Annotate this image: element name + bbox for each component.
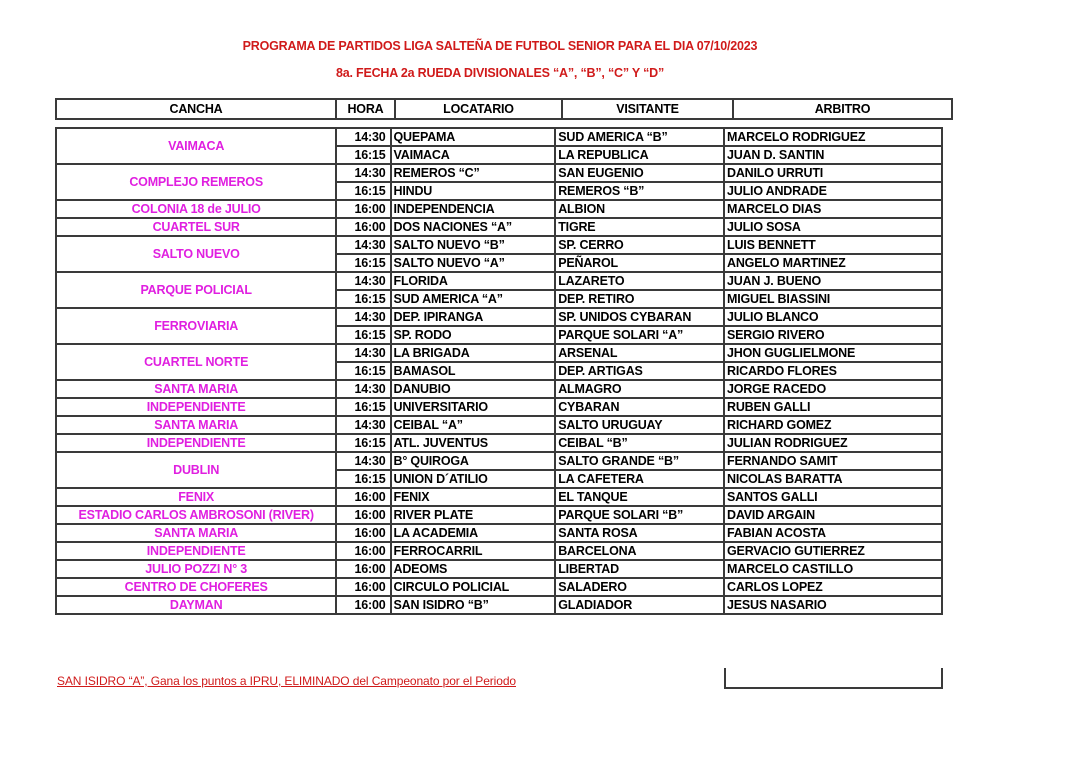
time-cell: 16:15 xyxy=(336,362,390,380)
time-cell: 16:00 xyxy=(336,596,390,614)
time-cell: 16:15 xyxy=(336,146,390,164)
referee-cell: JULIO BLANCO xyxy=(724,308,942,326)
away-team-cell: EL TANQUE xyxy=(555,488,724,506)
referee-cell: MARCELO CASTILLO xyxy=(724,560,942,578)
time-cell: 14:30 xyxy=(336,164,390,182)
time-cell: 14:30 xyxy=(336,272,390,290)
home-team-cell: DOS NACIONES “A” xyxy=(391,218,556,236)
venue-cell: SANTA MARIA xyxy=(56,380,336,398)
table-header xyxy=(55,98,953,120)
away-team-cell: TIGRE xyxy=(555,218,724,236)
home-team-cell: REMEROS “C” xyxy=(391,164,556,182)
home-team-cell: LA BRIGADA xyxy=(391,344,556,362)
referee-cell: RUBEN GALLI xyxy=(724,398,942,416)
table-row xyxy=(56,164,942,182)
away-team-cell: ARSENAL xyxy=(555,344,724,362)
table-row xyxy=(56,452,942,470)
referee-cell: MARCELO RODRIGUEZ xyxy=(724,128,942,146)
away-team-cell: SANTA ROSA xyxy=(555,524,724,542)
home-team-cell: SALTO NUEVO “A” xyxy=(391,254,556,272)
time-cell: 16:00 xyxy=(336,218,390,236)
away-team-cell: BARCELONA xyxy=(555,542,724,560)
home-team-cell: FLORIDA xyxy=(391,272,556,290)
referee-cell: NICOLAS BARATTA xyxy=(724,470,942,488)
away-team-cell: SALADERO xyxy=(555,578,724,596)
time-cell: 14:30 xyxy=(336,452,390,470)
table-row xyxy=(56,380,942,398)
document-subtitle: 8a. FECHA 2a RUEDA DIVISIONALES “A”, “B”, “C” Y “D” xyxy=(335,66,665,80)
venue-cell: INDEPENDIENTE xyxy=(56,542,336,560)
referee-cell: JULIAN RODRIGUEZ xyxy=(724,434,942,452)
away-team-cell: SUD AMERICA “B” xyxy=(555,128,724,146)
home-team-cell: INDEPENDENCIA xyxy=(391,200,556,218)
time-cell: 14:30 xyxy=(336,308,390,326)
document-title: PROGRAMA DE PARTIDOS LIGA SALTEÑA DE FUTBOL SENIOR PARA EL DIA 07/10/2023 xyxy=(242,39,758,53)
home-team-cell: ADEOMS xyxy=(391,560,556,578)
home-team-cell: CIRCULO POLICIAL xyxy=(391,578,556,596)
venue-cell: PARQUE POLICIAL xyxy=(56,272,336,308)
table-row xyxy=(56,506,942,524)
referee-cell: JULIO ANDRADE xyxy=(724,182,942,200)
col-cancha: CANCHA xyxy=(56,99,336,119)
away-team-cell: ALBION xyxy=(555,200,724,218)
referee-cell: JUAN J. BUENO xyxy=(724,272,942,290)
time-cell: 16:15 xyxy=(336,326,390,344)
venue-cell: FERROVIARIA xyxy=(56,308,336,344)
venue-cell: DUBLIN xyxy=(56,452,336,488)
referee-cell: LUIS BENNETT xyxy=(724,236,942,254)
home-team-cell: LA ACADEMIA xyxy=(391,524,556,542)
table-row xyxy=(56,218,942,236)
away-team-cell: SALTO URUGUAY xyxy=(555,416,724,434)
time-cell: 16:00 xyxy=(336,488,390,506)
time-cell: 16:15 xyxy=(336,254,390,272)
away-team-cell: SAN EUGENIO xyxy=(555,164,724,182)
table-row xyxy=(56,308,942,326)
table-row xyxy=(56,344,942,362)
referee-cell: SANTOS GALLI xyxy=(724,488,942,506)
away-team-cell: DEP. RETIRO xyxy=(555,290,724,308)
venue-cell: COMPLEJO REMEROS xyxy=(56,164,336,200)
referee-cell: FERNANDO SAMIT xyxy=(724,452,942,470)
table-row xyxy=(56,596,942,614)
time-cell: 16:15 xyxy=(336,182,390,200)
time-cell: 16:00 xyxy=(336,506,390,524)
time-cell: 16:15 xyxy=(336,434,390,452)
table-row xyxy=(56,524,942,542)
venue-cell: SANTA MARIA xyxy=(56,416,336,434)
away-team-cell: REMEROS “B” xyxy=(555,182,724,200)
table-row xyxy=(56,560,942,578)
home-team-cell: ATL. JUVENTUS xyxy=(391,434,556,452)
home-team-cell: CEIBAL “A” xyxy=(391,416,556,434)
table-row xyxy=(56,416,942,434)
time-cell: 16:00 xyxy=(336,200,390,218)
table-row xyxy=(56,488,942,506)
venue-cell: COLONIA 18 de JULIO xyxy=(56,200,336,218)
referee-cell: GERVACIO GUTIERREZ xyxy=(724,542,942,560)
away-team-cell: ALMAGRO xyxy=(555,380,724,398)
away-team-cell: SP. CERRO xyxy=(555,236,724,254)
col-locatario: LOCATARIO xyxy=(395,99,562,119)
home-team-cell: UNIVERSITARIO xyxy=(391,398,556,416)
referee-cell: RICHARD GOMEZ xyxy=(724,416,942,434)
away-team-cell: PARQUE SOLARI “B” xyxy=(555,506,724,524)
referee-cell: JUAN D. SANTIN xyxy=(724,146,942,164)
away-team-cell: SALTO GRANDE “B” xyxy=(555,452,724,470)
away-team-cell: LIBERTAD xyxy=(555,560,724,578)
home-team-cell: SALTO NUEVO “B” xyxy=(391,236,556,254)
away-team-cell: CEIBAL “B” xyxy=(555,434,724,452)
away-team-cell: PARQUE SOLARI “A” xyxy=(555,326,724,344)
referee-cell: MARCELO DIAS xyxy=(724,200,942,218)
referee-cell: DAVID ARGAIN xyxy=(724,506,942,524)
table-row xyxy=(56,236,942,254)
home-team-cell: BAMASOL xyxy=(391,362,556,380)
referee-cell: JORGE RACEDO xyxy=(724,380,942,398)
away-team-cell: SP. UNIDOS CYBARAN xyxy=(555,308,724,326)
referee-cell: ANGELO MARTINEZ xyxy=(724,254,942,272)
referee-cell: FABIAN ACOSTA xyxy=(724,524,942,542)
home-team-cell: RIVER PLATE xyxy=(391,506,556,524)
home-team-cell: SAN ISIDRO “B” xyxy=(391,596,556,614)
footnote: SAN ISIDRO “A”, Gana los puntos a IPRU, ELIMINADO del Campeonato por el Periodo xyxy=(57,674,516,688)
col-hora: HORA xyxy=(336,99,395,119)
col-visitante: VISITANTE xyxy=(562,99,733,119)
referee-cell: DANILO URRUTI xyxy=(724,164,942,182)
home-team-cell: DANUBIO xyxy=(391,380,556,398)
table-row xyxy=(56,542,942,560)
home-team-cell: UNION D´ATILIO xyxy=(391,470,556,488)
venue-cell: INDEPENDIENTE xyxy=(56,398,336,416)
time-cell: 16:00 xyxy=(336,578,390,596)
venue-cell: VAIMACA xyxy=(56,128,336,164)
venue-cell: SALTO NUEVO xyxy=(56,236,336,272)
time-cell: 14:30 xyxy=(336,416,390,434)
time-cell: 14:30 xyxy=(336,236,390,254)
empty-cell xyxy=(724,668,943,689)
venue-cell: CENTRO DE CHOFERES xyxy=(56,578,336,596)
time-cell: 16:00 xyxy=(336,560,390,578)
col-arbitro: ARBITRO xyxy=(733,99,952,119)
time-cell: 16:15 xyxy=(336,290,390,308)
venue-cell: CUARTEL NORTE xyxy=(56,344,336,380)
table-row xyxy=(56,128,942,146)
time-cell: 14:30 xyxy=(336,344,390,362)
home-team-cell: SP. RODO xyxy=(391,326,556,344)
table-row xyxy=(56,200,942,218)
referee-cell: RICARDO FLORES xyxy=(724,362,942,380)
venue-cell: CUARTEL SUR xyxy=(56,218,336,236)
referee-cell: JESUS NASARIO xyxy=(724,596,942,614)
table-row xyxy=(56,434,942,452)
time-cell: 16:00 xyxy=(336,542,390,560)
table-row xyxy=(56,578,942,596)
home-team-cell: SUD AMERICA “A” xyxy=(391,290,556,308)
venue-cell: DAYMAN xyxy=(56,596,336,614)
time-cell: 16:15 xyxy=(336,470,390,488)
schedule-table xyxy=(55,127,943,615)
referee-cell: CARLOS LOPEZ xyxy=(724,578,942,596)
away-team-cell: PEÑAROL xyxy=(555,254,724,272)
referee-cell: MIGUEL BIASSINI xyxy=(724,290,942,308)
referee-cell: JHON GUGLIELMONE xyxy=(724,344,942,362)
venue-cell: JULIO POZZI N° 3 xyxy=(56,560,336,578)
referee-cell: SERGIO RIVERO xyxy=(724,326,942,344)
away-team-cell: GLADIADOR xyxy=(555,596,724,614)
away-team-cell: DEP. ARTIGAS xyxy=(555,362,724,380)
time-cell: 14:30 xyxy=(336,128,390,146)
home-team-cell: HINDU xyxy=(391,182,556,200)
home-team-cell: DEP. IPIRANGA xyxy=(391,308,556,326)
referee-cell: JULIO SOSA xyxy=(724,218,942,236)
time-cell: 16:15 xyxy=(336,398,390,416)
home-team-cell: QUEPAMA xyxy=(391,128,556,146)
table-row xyxy=(56,272,942,290)
away-team-cell: LAZARETO xyxy=(555,272,724,290)
venue-cell: INDEPENDIENTE xyxy=(56,434,336,452)
away-team-cell: CYBARAN xyxy=(555,398,724,416)
time-cell: 16:00 xyxy=(336,524,390,542)
home-team-cell: FERROCARRIL xyxy=(391,542,556,560)
away-team-cell: LA REPUBLICA xyxy=(555,146,724,164)
table-row xyxy=(56,398,942,416)
home-team-cell: VAIMACA xyxy=(391,146,556,164)
venue-cell: ESTADIO CARLOS AMBROSONI (RIVER) xyxy=(56,506,336,524)
away-team-cell: LA CAFETERA xyxy=(555,470,724,488)
home-team-cell: FENIX xyxy=(391,488,556,506)
venue-cell: SANTA MARIA xyxy=(56,524,336,542)
time-cell: 14:30 xyxy=(336,380,390,398)
venue-cell: FENIX xyxy=(56,488,336,506)
home-team-cell: B° QUIROGA xyxy=(391,452,556,470)
